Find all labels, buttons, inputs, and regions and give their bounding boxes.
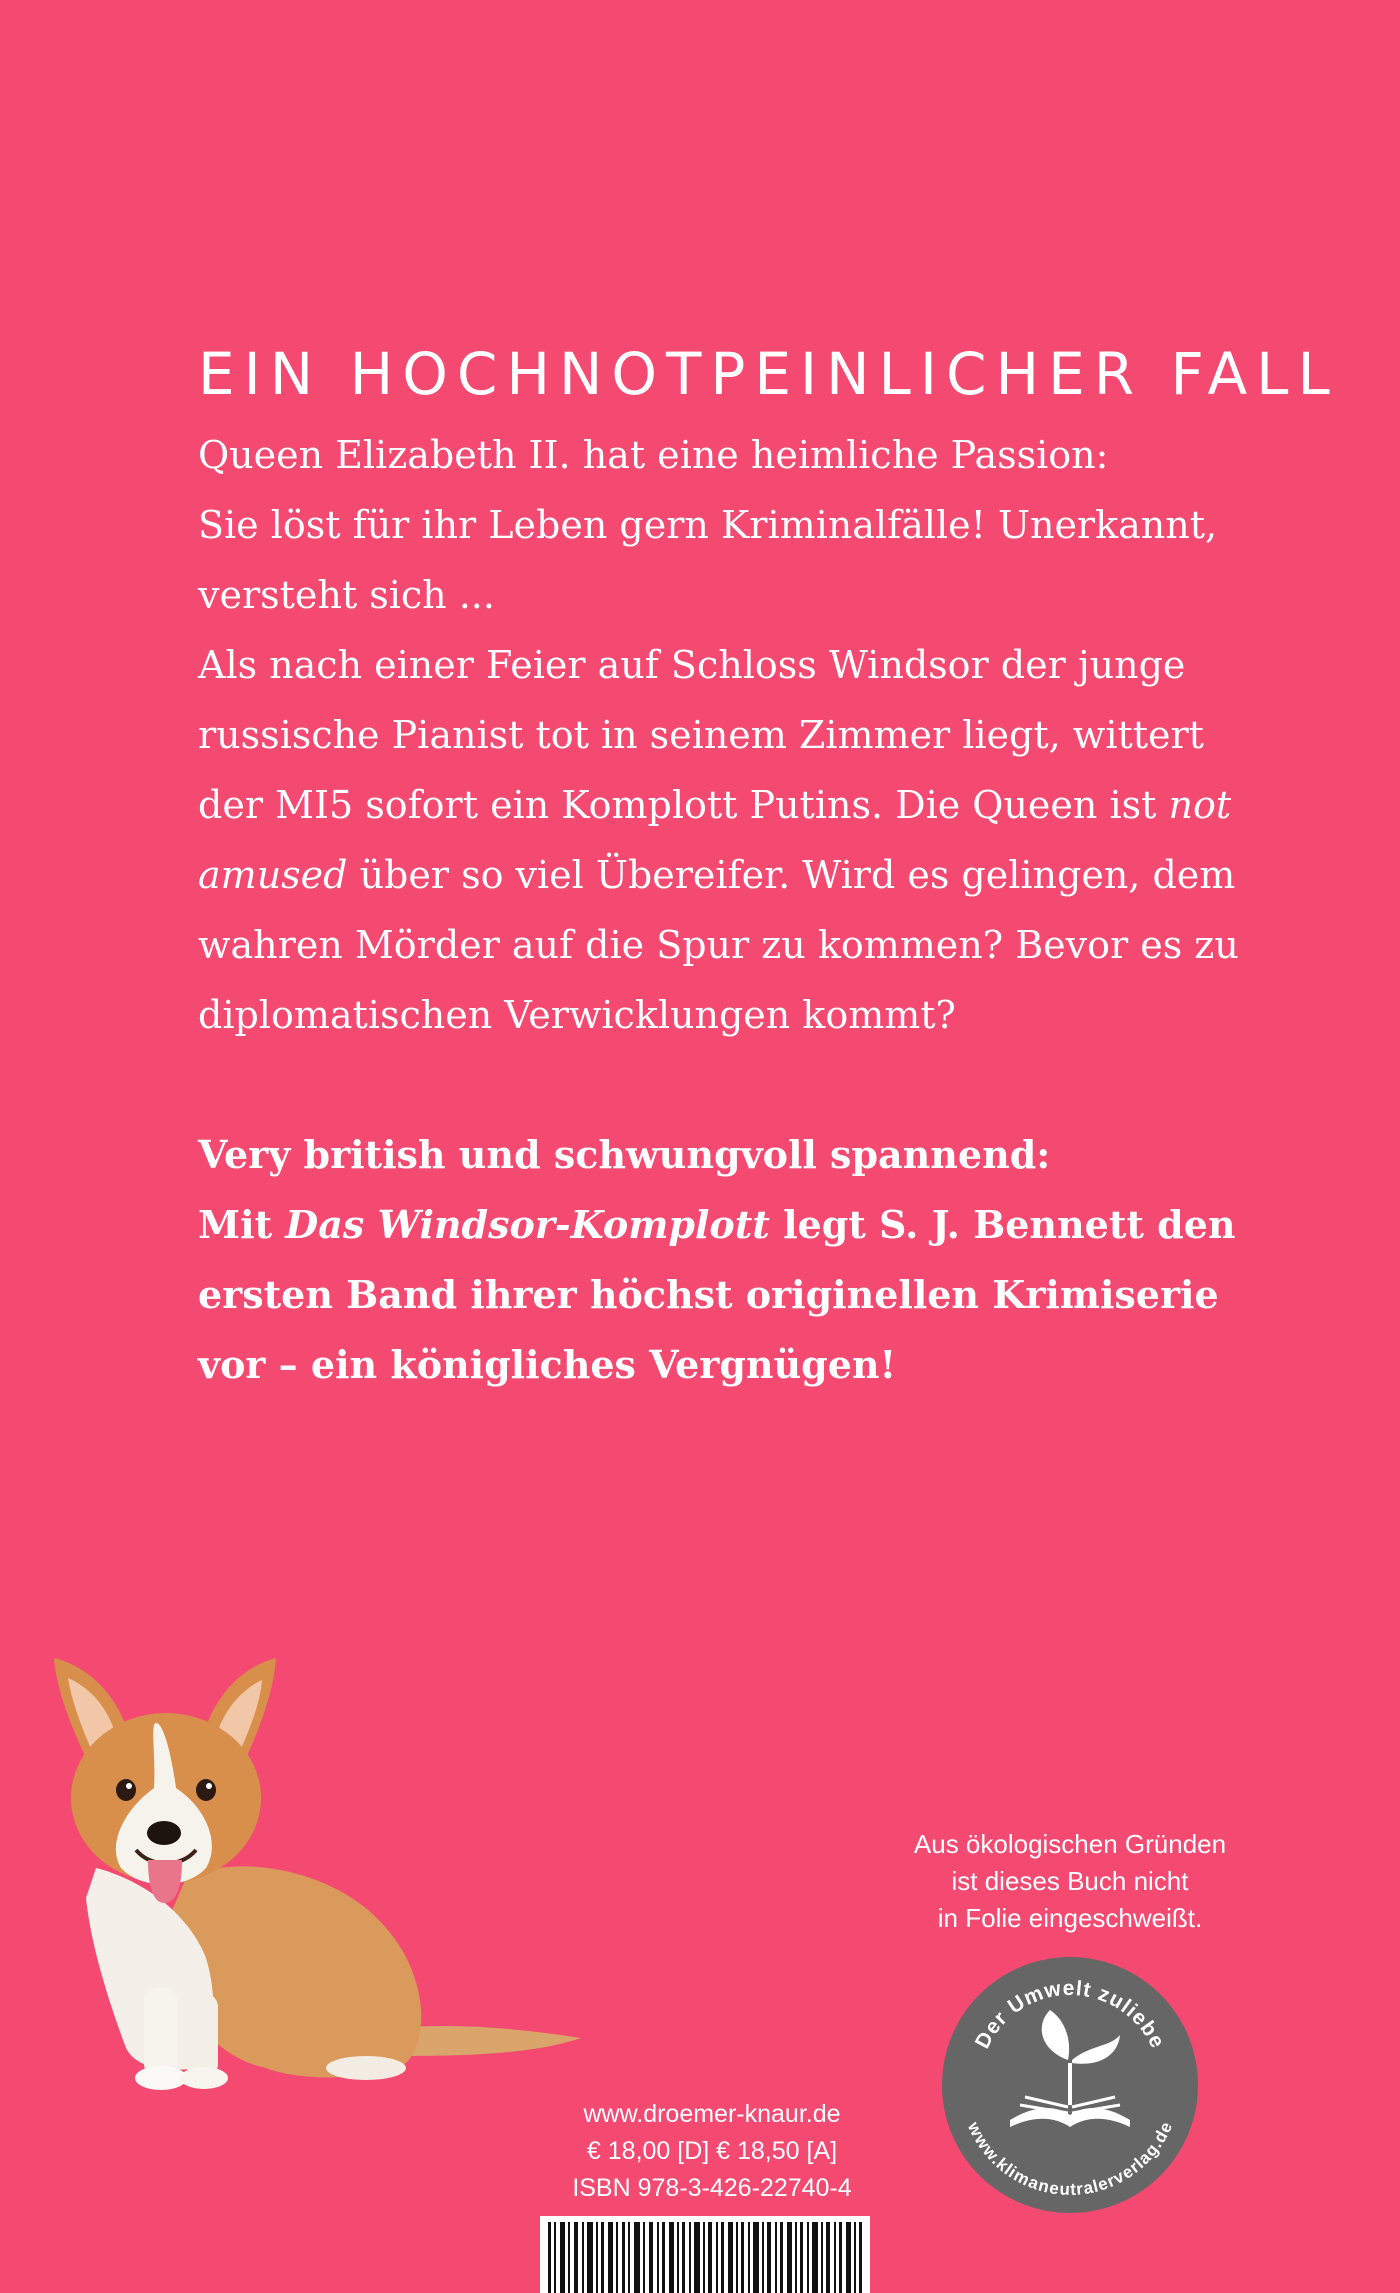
blurb-text-segment: über so viel Übereifer. Wird es gelingen, dem wahren Mörder auf die Spur zu kommen? Bevor es zu diplomatischen Verwicklungen kommt? [198,853,1239,1037]
book-title-italic: Das Windsor-Komplott [285,1202,770,1247]
blurb-text [198,420,1258,1400]
corgi-illustration [36,1628,596,2098]
eco-notice-line: Aus ökologischen Gründen [913,1829,1227,1859]
price-line: € 18,00 [D] € 18,50 [A] [586,2137,838,2165]
blurb-text-segment: Mit [198,1202,286,1247]
blurb-line: Queen Elizabeth II. hat eine heimliche Passion: [198,433,1109,477]
eco-notice-line: in Folie eingeschweißt. [937,1903,1203,1933]
eco-notice-line: ist dieses Buch nicht [951,1866,1189,1896]
blurb-line: Sie löst für ihr Leben gern Kriminalfälle! Unerkannt, [198,503,1218,547]
climate-neutral-seal [940,1955,1200,2215]
blurb-text-segment: legt S. J. Bennett den ersten Band ihrer höchst originellen Krimiserie vor – ein königliches Vergnügen! [198,1202,1236,1387]
cover-heading: EIN HOCHNOTPEINLICHER FALL [198,339,1339,408]
blurb-text-segment: Als nach einer Feier auf Schloss Windsor der junge russische Pianist tot in seinem Zimmer liegt, wittert der MI5 sofort ein Komplott Putins. Die Queen ist [198,643,1204,827]
blurb-bold-paragraph [198,1120,1258,1400]
isbn-line: ISBN 978-3-426-22740-4 [572,2174,852,2202]
blurb-paragraph-1 [198,420,1258,630]
publisher-url: www.droemer-knaur.de [583,2100,841,2128]
blurb-bold-line: Very british und schwungvoll spannend: [198,1132,1051,1177]
seal-top-text: Der Umwelt zuliebe [970,1976,1170,2053]
barcode [540,2216,870,2293]
eco-notice [880,1826,1260,1937]
seal-bottom-text: www.klimaneutralerverlag.de [963,2119,1177,2200]
blurb-paragraph-2 [198,630,1258,1050]
blurb-italic-phrase: not amused [198,783,1232,897]
publisher-info [552,2096,872,2207]
barcode-bars [540,2216,870,2293]
blurb-line: versteht sich ... [198,573,495,617]
